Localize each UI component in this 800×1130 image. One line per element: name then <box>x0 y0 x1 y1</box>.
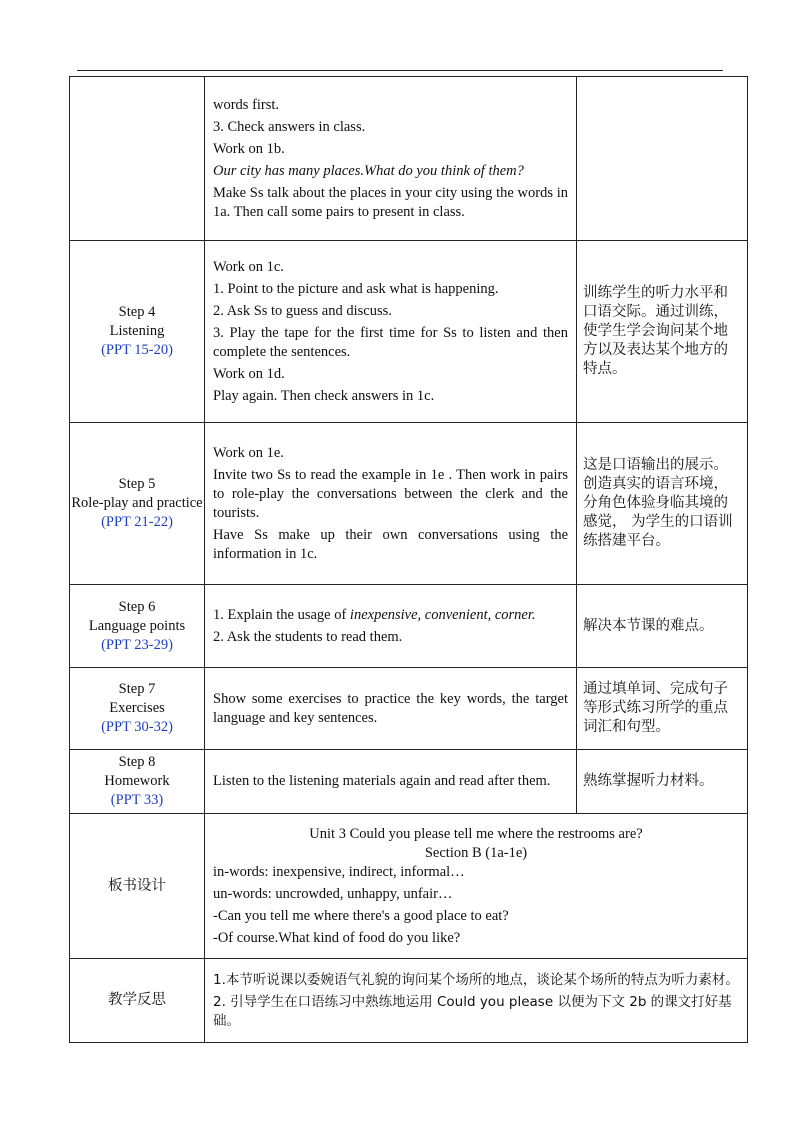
purpose-cell: 训练学生的听力水平和口语交际。通过训练，使学生学会询问某个地方以及表达某个地方的特点。 <box>577 241 748 423</box>
reflection-cell <box>205 959 748 1043</box>
step-title: Exercises <box>109 700 165 716</box>
board-design-label: 板书设计 <box>70 814 205 959</box>
step-number: Step 5 <box>118 476 156 492</box>
procedure-line: 2. Ask the students to read them. <box>213 628 403 645</box>
procedure-line: words first. <box>213 96 280 113</box>
procedure-line: 3. Play the tape for the first time for Ss to listen and then complete the sentences. <box>213 324 568 360</box>
step-cell <box>70 585 205 668</box>
procedure-line: Have Ss make up their own conversations using the information in 1c. <box>213 526 568 562</box>
step-cell <box>70 77 205 241</box>
procedure-cell: Listen to the listening materials again and read after them. <box>205 750 577 814</box>
purpose-cell: 通过填单词、完成句子等形式练习所学的重点词汇和句型。 <box>577 668 748 750</box>
ppt-range: (PPT 21-22) <box>101 514 173 530</box>
step-cell <box>70 423 205 585</box>
table-row <box>70 423 748 585</box>
procedure-line: Work on 1e. <box>213 444 284 461</box>
board-section-title: Section B (1a-1e) <box>424 844 528 861</box>
purpose-cell: 熟练掌握听力材料。 <box>577 750 748 814</box>
step-title: Homework <box>104 773 170 789</box>
procedure-line: Invite two Ss to read the example in 1e . Then work in pairs to role-play the conversations between the clerk and the tourists. <box>213 466 568 521</box>
procedure-line: 3. Check answers in class. <box>213 118 366 135</box>
procedure-cell <box>205 241 577 423</box>
ppt-range: (PPT 23-29) <box>101 636 173 653</box>
table-row <box>70 585 748 668</box>
board-line: un-words: uncrowded, unhappy, unfair… <box>213 885 453 902</box>
procedure-line: Work on 1c. <box>213 258 284 275</box>
reflection-line: 1.本节听说课以委婉语气礼貌的询问某个场所的地点，谈论某个场所的特点为听力素材。 <box>213 971 739 988</box>
procedure-text: 1. Explain the usage of <box>213 606 350 623</box>
procedure-line: Work on 1d. <box>213 365 285 382</box>
procedure-line: Play again. Then check answers in 1c. <box>213 387 435 404</box>
table-row <box>70 750 748 814</box>
procedure-line: 2. Ask Ss to guess and discuss. <box>213 302 392 319</box>
procedure-cell <box>205 77 577 241</box>
board-line: -Can you tell me where there's a good place to eat? <box>213 907 509 924</box>
step-cell <box>70 750 205 814</box>
board-unit-title: Unit 3 Could you please tell me where the restrooms are? <box>309 825 643 842</box>
table-row <box>70 668 748 750</box>
board-line: in-words: inexpensive, indirect, informal… <box>213 863 465 880</box>
reflection-label: 教学反思 <box>70 959 205 1043</box>
procedure-line <box>213 606 568 625</box>
ppt-range: (PPT 30-32) <box>101 719 173 735</box>
lesson-plan-table <box>69 76 748 1043</box>
purpose-cell <box>577 77 748 241</box>
procedure-line: Make Ss talk about the places in your city using the words in 1a. Then call some pairs to present in class. <box>213 184 568 220</box>
table-row <box>70 241 748 423</box>
step-cell <box>70 241 205 423</box>
step-title: Language points <box>88 617 186 634</box>
vocabulary-words: inexpensive, convenient, corner. <box>349 606 536 623</box>
purpose-cell: 这是口语输出的展示。创造真实的语言环境，分角色体验身临其境的感觉， 为学生的口语训练搭建平台。 <box>577 423 748 585</box>
procedure-cell <box>205 423 577 585</box>
procedure-cell <box>205 585 577 668</box>
step-title: Role-play and practice <box>71 495 203 511</box>
step-cell <box>70 668 205 750</box>
reflection-line: 2. 引导学生在口语练习中熟练地运用 Could you please 以便为下文 2b 的课文打好基础。 <box>213 993 732 1029</box>
procedure-question: Our city has many places.What do you think of them? <box>213 162 524 179</box>
step-number: Step 4 <box>118 304 156 320</box>
step-number: Step 6 <box>118 598 156 615</box>
board-design-cell <box>205 814 748 959</box>
step-title: Listening <box>109 323 165 339</box>
table-row <box>70 959 748 1043</box>
procedure-line: Work on 1b. <box>213 140 285 157</box>
step-number: Step 8 <box>118 754 156 770</box>
table-row <box>70 77 748 241</box>
ppt-range: (PPT 15-20) <box>101 342 173 358</box>
purpose-cell: 解决本节课的难点。 <box>577 585 748 668</box>
procedure-line: 1. Point to the picture and ask what is happening. <box>213 280 499 297</box>
board-line: -Of course.What kind of food do you like? <box>213 929 461 946</box>
table-row <box>70 814 748 959</box>
ppt-range: (PPT 33) <box>110 792 164 808</box>
procedure-cell: Show some exercises to practice the key words, the target language and key sentences. <box>205 668 577 750</box>
step-number: Step 7 <box>118 681 156 697</box>
header-rule <box>77 70 723 71</box>
